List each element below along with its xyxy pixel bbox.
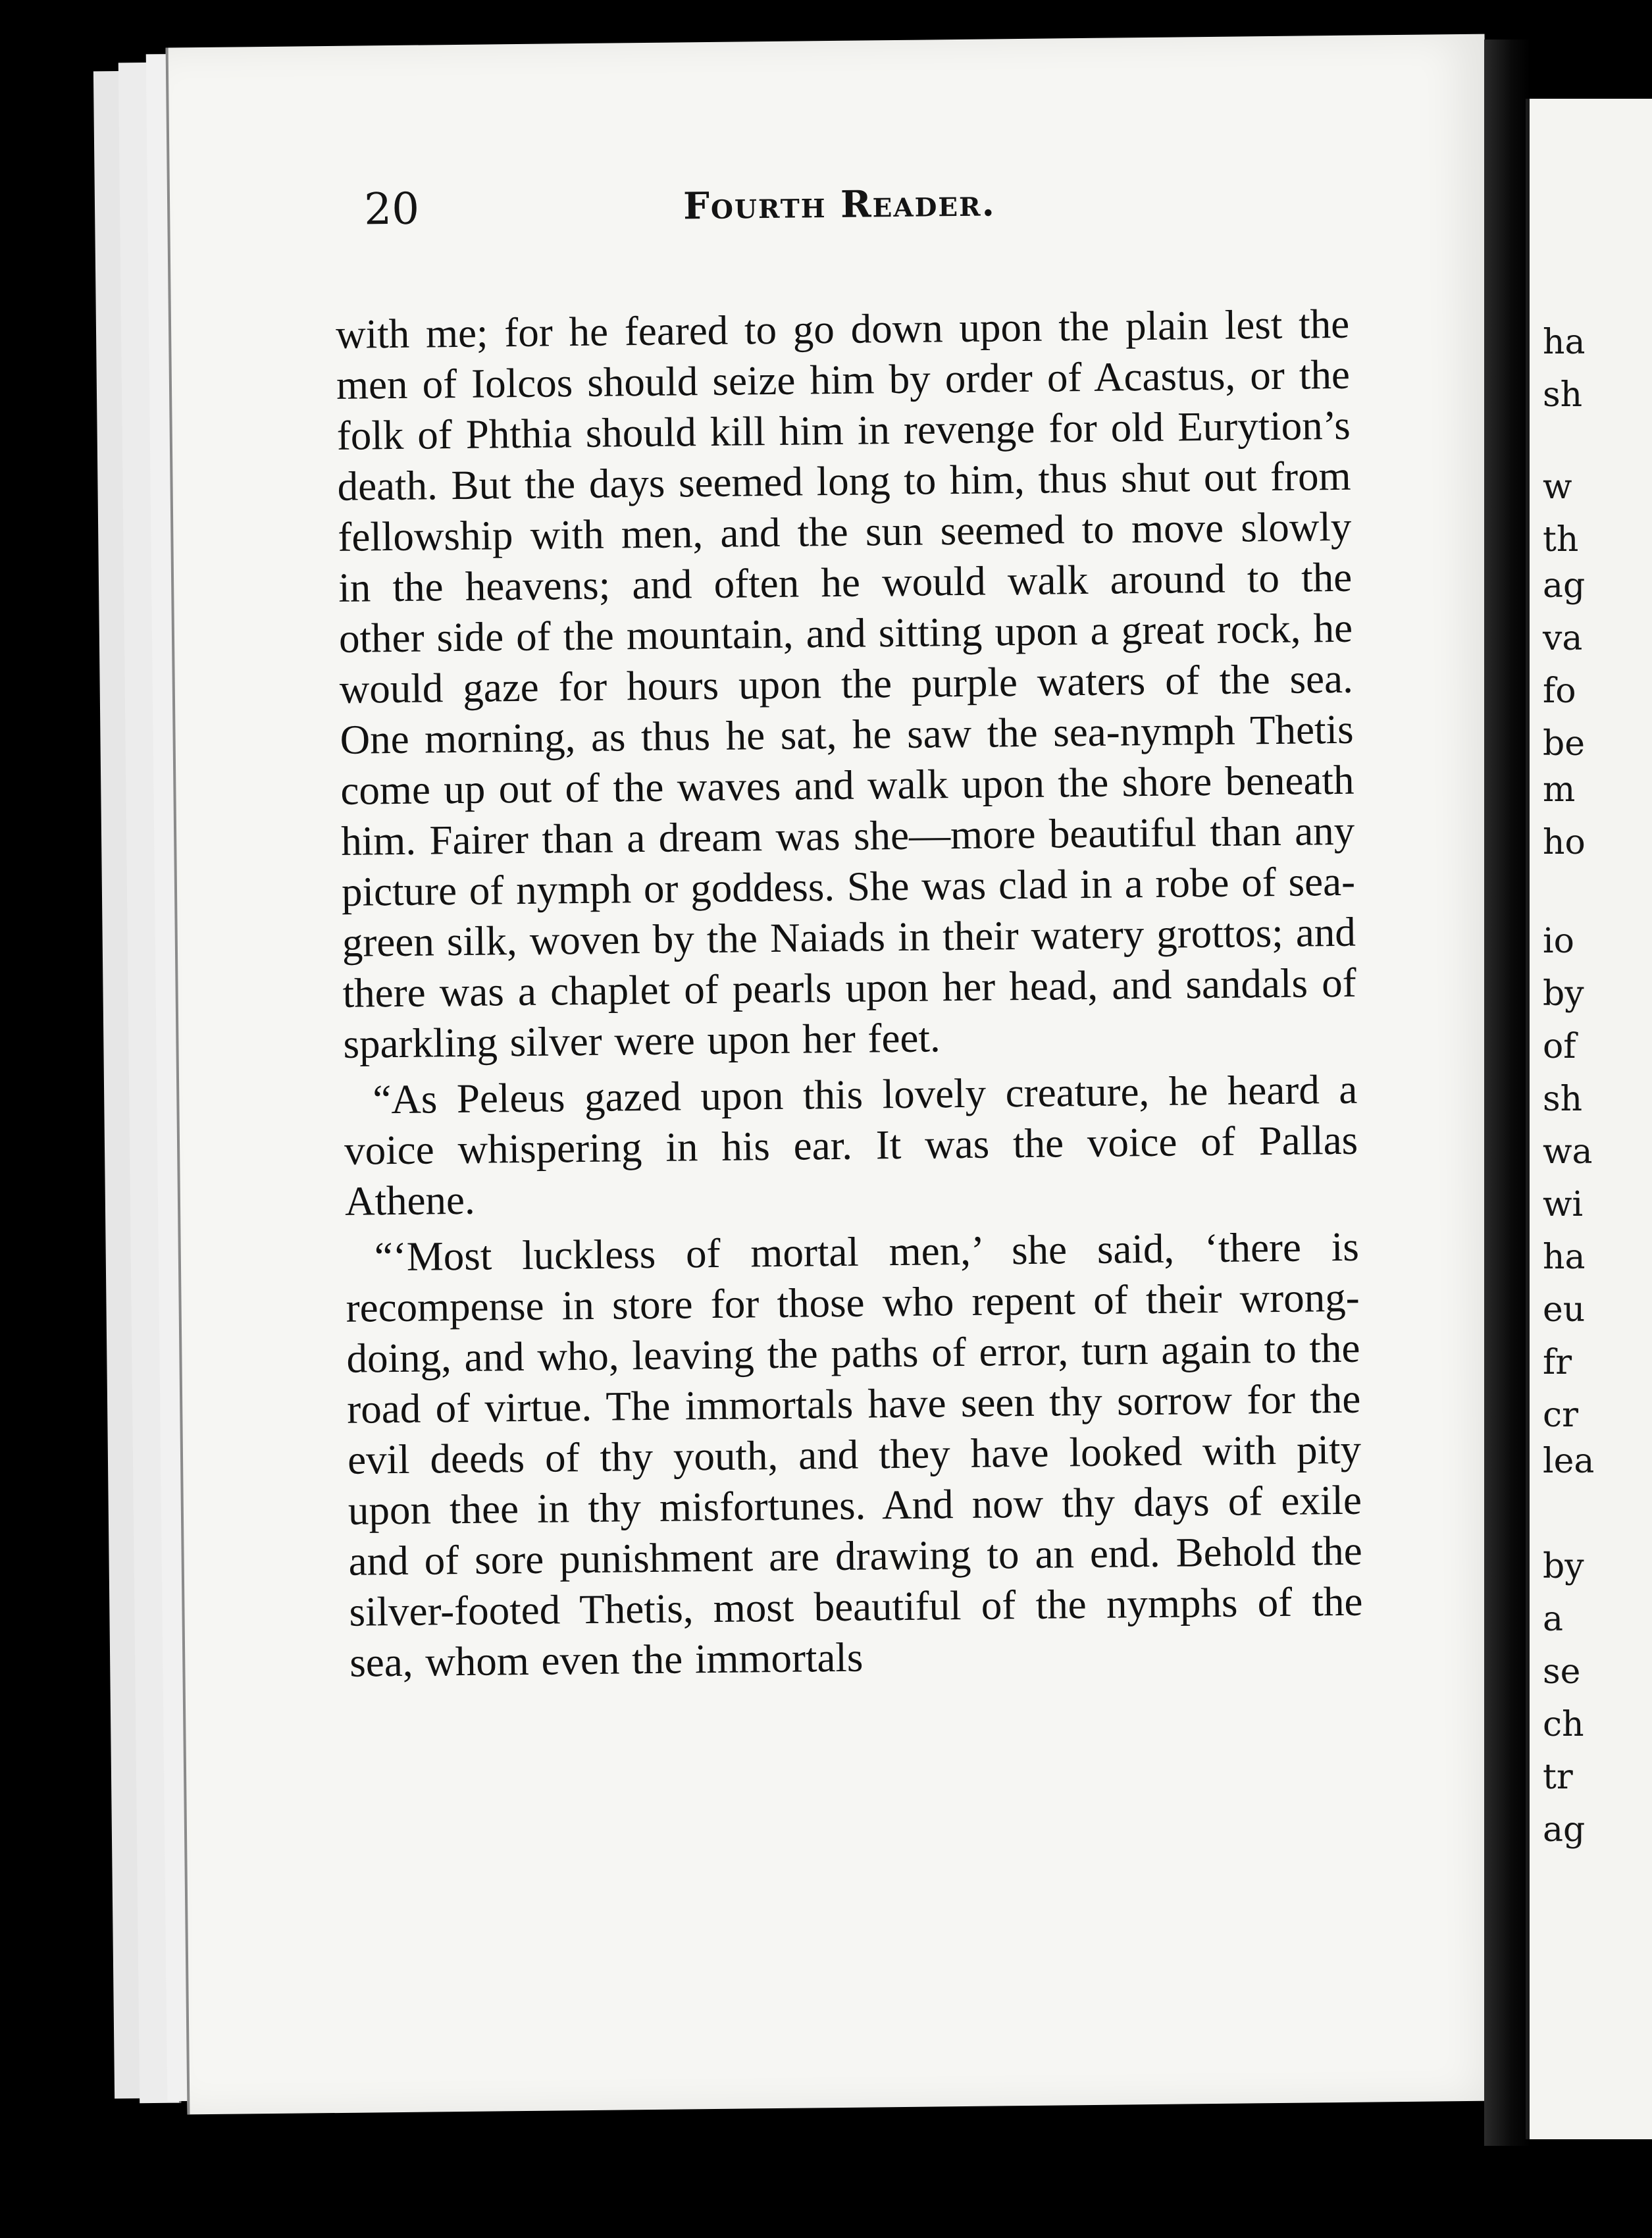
next-page-line-fragment: wa <box>1543 1132 1593 1172</box>
next-page-line-fragment: fr <box>1543 1343 1572 1382</box>
next-page-line-fragment: th <box>1543 520 1579 560</box>
paragraph: “As Peleus gazed upon this lovely creature, he heard a voice whispering in his ear. It was the voice of Pallas Athene. <box>344 1066 1358 1224</box>
next-page-line-fragment: se <box>1543 1652 1581 1692</box>
paragraph: with me; for he feared to go down upon the plain lest the men of Iolcos should seize him by order of Acastus, or the folk of Phthia should kill him in revenge for old Eurytion’s death. But the days seemed long to him, thus shut out from fellowship with men, and the sun seemed to move slowly in the heavens; and often he would walk around to the other side of the mountain, and sitting upon a great rock, he would gaze for hours upon the purple waters of the sea. One morning, as thus he sat, he saw the sea-nymph Thetis come up out of the waves and walk upon the shore beneath him. Fairer than a dream was she—more beautiful than any picture of nymph or goddess. She was clad in a robe of sea-green silk, woven by the Naiads in their watery grottos; and there was a chaplet of pearls upon her head, and sandals of sparkling silver were upon her feet. <box>335 300 1356 1067</box>
next-page-line-fragment: a <box>1543 1600 1564 1639</box>
next-page-line-fragment: ha <box>1543 1237 1586 1277</box>
page-number: 20 <box>363 183 420 235</box>
next-page-line-fragment: sh <box>1543 375 1583 415</box>
paragraph: “‘Most luckless of mortal men,’ she said, ‘there is recompense in store for those who repent of their wrong-doing, and who, leaving the paths of error, turn again to the road of virtue. The immortals have seen thy sorrow for the evil deeds of thy youth, and they have looked with pity upon thee in thy misfortunes. And now thy days of exile and of sore punishment are drawing to an end. Behold the silver-footed Thetis, most beautiful of the nymphs of the sea, whom even the immortals <box>346 1223 1363 1686</box>
next-page-line-fragment: ag <box>1543 566 1586 606</box>
next-page-line-fragment: cr <box>1543 1395 1578 1435</box>
running-head <box>170 172 1487 246</box>
next-page-line-fragment: be <box>1543 724 1586 764</box>
next-page-line-fragment: w <box>1543 467 1572 507</box>
next-page-line-fragment: eu <box>1543 1290 1586 1330</box>
next-page-line-fragment: va <box>1543 619 1583 658</box>
running-title: Fourth Reader. <box>683 181 996 228</box>
book-page <box>166 34 1507 2115</box>
next-page-line-fragment: wi <box>1543 1185 1584 1224</box>
body-text <box>336 299 1364 1694</box>
next-page-line-fragment: lea <box>1543 1442 1595 1481</box>
next-page-line-fragment: by <box>1543 974 1584 1014</box>
next-page-fragment <box>1526 99 1652 2139</box>
next-page-line-fragment: tr <box>1543 1757 1573 1797</box>
next-page-line-fragment: ch <box>1543 1705 1584 1744</box>
next-page-line-fragment: fo <box>1543 671 1576 711</box>
next-page-line-fragment: ag <box>1543 1810 1586 1850</box>
next-page-line-fragment: ho <box>1543 823 1586 862</box>
book-gutter <box>1484 39 1530 2146</box>
next-page-line-fragment: io <box>1543 922 1574 961</box>
next-page-line-fragment: by <box>1543 1547 1584 1586</box>
next-page-line-fragment: sh <box>1543 1080 1583 1119</box>
next-page-line-fragment: of <box>1543 1027 1576 1066</box>
next-page-line-fragment: ha <box>1543 323 1586 362</box>
next-page-line-fragment: m <box>1543 770 1576 810</box>
